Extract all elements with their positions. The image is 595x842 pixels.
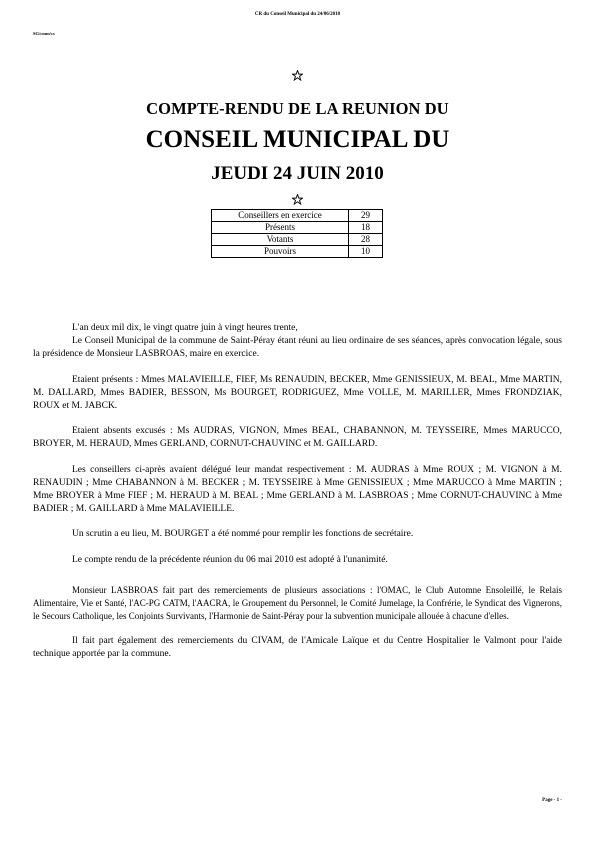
paragraph-convocation: Le Conseil Municipal de la commune de Saint-Péray étant réuni au lieu ordinaire de ses séances, après convocation légale, sous la présidence de Monsieur LASBROAS, maire en exercice.	[33, 336, 562, 359]
paragraph-previous-minutes: Le compte rendu de la précédente réunion du 06 mai 2010 est adopté à l'unanimité.	[72, 554, 388, 565]
star-icon	[292, 70, 303, 81]
table-cell-value: 28	[349, 234, 383, 246]
heading-line-2: CONSEIL MUNICIPAL DU	[145, 126, 450, 153]
table-row	[212, 234, 383, 246]
table-row	[212, 246, 383, 258]
paragraph-opening: L'an deux mil dix, le vingt quatre juin à vingt heures trente,	[72, 323, 298, 333]
table-cell-value: 18	[349, 222, 383, 234]
heading-line-1: COMPTE-RENDU DE LA REUNION DU	[146, 99, 449, 118]
table-row	[212, 222, 383, 234]
table-row	[212, 210, 383, 222]
table-cell-label: Conseillers en exercice	[212, 210, 349, 222]
attendance-table	[211, 209, 383, 258]
document-reference: SG/cmm/cs	[33, 31, 55, 36]
star-icon	[292, 194, 303, 205]
paragraph-thanks-associations: Monsieur LASBROAS fait part des remerciements de plusieurs associations : l'OMAC, le Club Automne Ensoleillé, le Relais Alimentaire, Vie et Santé, l'AC-PG CATM, l'AACRA, le Groupement du Personnel, le Comité Jumelage, la Confrérie, le Syndicat des Vignerons, le Secours Catholique, les Conjoints Survivants, l'Harmonie de Saint-Péray pour la subvention municipale allouée à chacune d'elles.	[33, 584, 562, 621]
page-number: Page - 1 -	[542, 798, 562, 803]
table-cell-value: 29	[349, 210, 383, 222]
paragraph-secretary: Un scrutin a eu lieu, M. BOURGET a été nommé pour remplir les fonctions de secrétaire.	[72, 529, 414, 539]
document-body	[33, 322, 562, 674]
paragraph-thanks-civam: Il fait part également des remerciements du CIVAM, de l'Amicale Laïque et du Centre Hospitalier le Valmont pour l'aide technique apportée par la commune.	[33, 636, 562, 659]
paragraph-present-members: Etaient présents : Mmes MALAVIEILLE, FIEF, Ms RENAUDIN, BECKER, Mme GENISSIEUX, M. BEAL, Mme MARTIN, M. DALLARD, Mmes BADIER, BESSON, Ms BOURGET, RODRIGUEZ, Mme VOLLE, M. MARILLER, Mmes FRONDZIAK, ROUX et M. JABCK.	[33, 374, 562, 411]
table-cell-label: Pouvoirs	[212, 246, 349, 258]
heading-date: JEUDI 24 JUIN 2010	[211, 163, 384, 184]
page-header-title: CR du Conseil Municipal du 24/06/2010	[254, 12, 341, 17]
star-ornament-top	[0, 68, 595, 86]
star-ornament-bottom	[0, 192, 595, 210]
table-cell-label: Présents	[212, 222, 349, 234]
paragraph-proxies: Les conseillers ci-après avaient délégué leur mandat respectivement : M. AUDRAS à Mme ROUX ; M. VIGNON à M. RENAUDIN ; Mme CHABANNON à M. BECKER ; M. TEYSSEIRE à Mme GENISSIEUX ; Mme MARUCCO à Mme MARTIN ; Mme BROYER à Mme FIEF ; M. HERAUD à M. BEAL ; Mme GERLAND à M. LASBROAS ; Mme CORNUT-CHAUVINC à Mme BADIER ; M. GAILLARD à Mme MALAVIEILLE.	[33, 464, 562, 514]
paragraph-absent-members: Etaient absents excusés : Ms AUDRAS, VIGNON, Mmes BEAL, CHABANNON, M. TEYSSEIRE, Mmes MARUCCO, BROYER, M. HERAUD, Mmes GERLAND, CORNUT-CHAUVINC et M. GAILLARD.	[33, 426, 562, 449]
table-cell-value: 10	[349, 246, 383, 258]
table-cell-label: Votants	[212, 234, 349, 246]
